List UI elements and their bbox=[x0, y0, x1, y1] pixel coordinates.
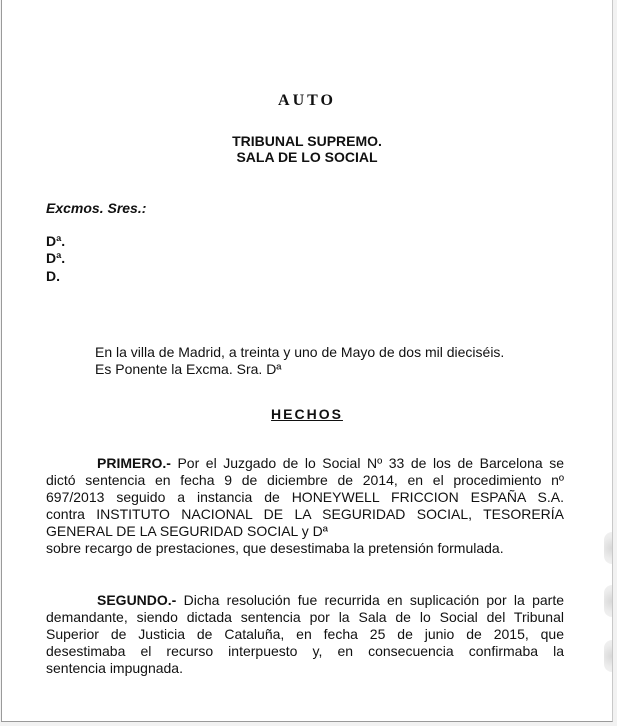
member-1: Dª. bbox=[46, 233, 66, 249]
document-title: AUTO bbox=[278, 92, 336, 109]
paragraph-segundo bbox=[46, 592, 564, 677]
court-name: TRIBUNAL SUPREMO. bbox=[232, 133, 382, 149]
document-page bbox=[1, 0, 613, 722]
paragraph-line: GENERAL DE LA SEGURIDAD SOCIAL y Dª bbox=[46, 523, 328, 539]
scan-edge-shadow bbox=[604, 532, 612, 564]
paragraph-line: desestimaba el recurso interpuesto y, en consecuencia confirmaba la bbox=[46, 643, 564, 659]
scan-edge-shadow bbox=[604, 585, 612, 617]
place-date-line: En la villa de Madrid, a treinta y uno de Mayo de dos mil dieciséis. bbox=[95, 344, 505, 360]
paragraph-primero bbox=[46, 455, 564, 557]
excmos-heading: Excmos. Sres.: bbox=[46, 200, 147, 216]
paragraph-line: 697/2013 seguido a instancia de HONEYWELL FRICCION ESPAÑA S.A. bbox=[46, 489, 564, 505]
court-chamber: SALA DE LO SOCIAL bbox=[236, 149, 378, 165]
ponente-line: Es Ponente la Excma. Sra. Dª bbox=[95, 361, 282, 377]
scan-edge-shadow bbox=[604, 640, 612, 672]
paragraph-label: SEGUNDO.- bbox=[97, 592, 177, 608]
paragraph-line: SEGUNDO.- Dicha resolución fue recurrida en suplicación por la parte bbox=[97, 592, 564, 608]
section-heading-hechos: HECHOS bbox=[271, 406, 343, 422]
paragraph-line: sobre recargo de prestaciones, que desestimaba la pretensión formulada. bbox=[46, 540, 504, 556]
member-2: Dª. bbox=[46, 250, 66, 266]
paragraph-line: sentencia impugnada. bbox=[46, 660, 183, 676]
paragraph-line: demandante, siendo dictada sentencia por la Sala de lo Social del Tribunal bbox=[46, 609, 564, 625]
paragraph-label: PRIMERO.- bbox=[97, 455, 171, 471]
paragraph-line: dictó sentencia en fecha 9 de diciembre de 2014, en el procedimiento nº bbox=[46, 472, 564, 488]
paragraph-line: PRIMERO.- Por el Juzgado de lo Social Nº 33 de los de Barcelona se bbox=[97, 455, 564, 471]
paragraph-line: contra INSTITUTO NACIONAL DE LA SEGURIDAD SOCIAL, TESORERÍA bbox=[46, 506, 564, 522]
paragraph-line: Superior de Justicia de Cataluña, en fecha 25 de junio de 2015, que bbox=[46, 626, 564, 642]
member-3: D. bbox=[46, 268, 60, 284]
